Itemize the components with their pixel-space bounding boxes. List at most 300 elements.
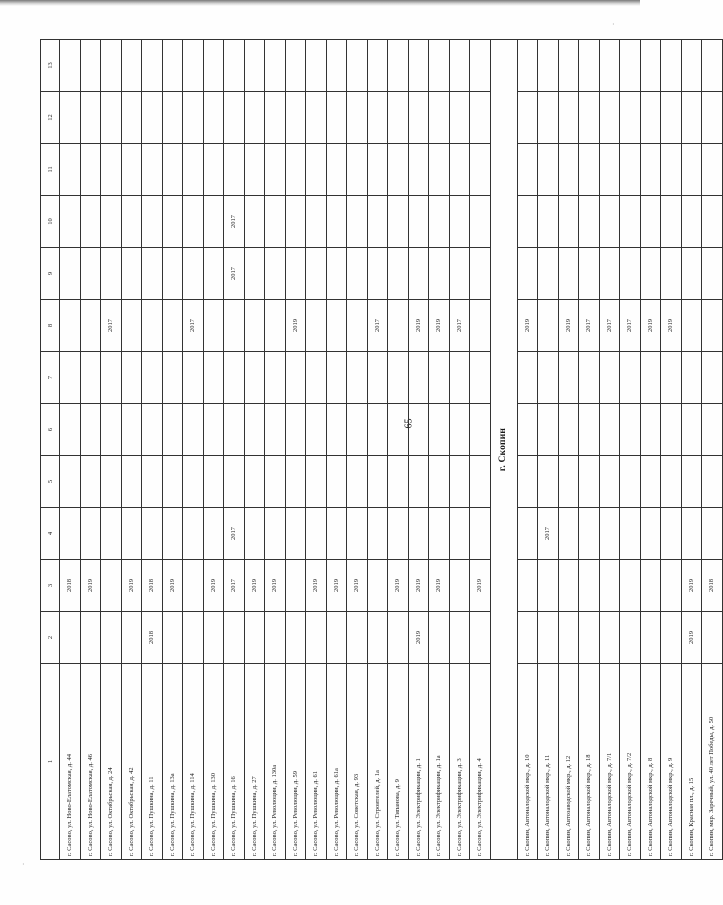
year-cell xyxy=(449,508,470,560)
year-cell xyxy=(224,404,245,456)
column-number-header: 12 xyxy=(41,92,60,144)
year-cell xyxy=(408,40,429,92)
year-cell xyxy=(265,144,286,196)
table-row xyxy=(449,40,470,860)
year-cell xyxy=(620,92,641,144)
year-cell xyxy=(101,144,122,196)
year-cell xyxy=(702,456,723,508)
year-cell xyxy=(620,456,641,508)
address-cell: г. Сасово, ул. Электрификации, д. 1а xyxy=(429,664,450,860)
year-cell xyxy=(599,404,620,456)
year-cell xyxy=(183,404,204,456)
year-cell xyxy=(620,612,641,664)
year-cell xyxy=(408,508,429,560)
column-number-header: 11 xyxy=(41,144,60,196)
address-cell: г. Скопин, Автоналодской мкр., д. 7/1 xyxy=(599,664,620,860)
table-row xyxy=(80,40,101,860)
year-cell xyxy=(640,144,661,196)
year-cell xyxy=(429,456,450,508)
address-cell: г. Сасово, ул. Электрификации, д. 4 xyxy=(470,664,491,860)
year-cell xyxy=(121,352,142,404)
year-cell xyxy=(244,456,265,508)
year-cell xyxy=(203,456,224,508)
year-cell: 2019 xyxy=(244,560,265,612)
year-cell xyxy=(388,300,409,352)
year-cell xyxy=(579,144,600,196)
year-cell xyxy=(80,144,101,196)
year-cell: 2017 xyxy=(224,560,245,612)
year-cell xyxy=(224,352,245,404)
year-cell xyxy=(558,92,579,144)
year-cell xyxy=(285,456,306,508)
year-cell xyxy=(101,196,122,248)
year-cell xyxy=(60,508,81,560)
year-cell xyxy=(60,456,81,508)
year-cell xyxy=(408,456,429,508)
year-cell xyxy=(347,456,368,508)
table-row xyxy=(142,40,163,860)
year-cell xyxy=(538,196,559,248)
year-cell xyxy=(265,352,286,404)
year-cell xyxy=(80,508,101,560)
year-cell xyxy=(347,144,368,196)
year-cell xyxy=(538,352,559,404)
year-cell xyxy=(265,456,286,508)
year-cell xyxy=(367,352,388,404)
address-cell: г. Сасово, ул. Революции, д. 130а xyxy=(265,664,286,860)
year-cell: 2019 xyxy=(558,300,579,352)
year-cell xyxy=(265,404,286,456)
year-cell xyxy=(579,456,600,508)
year-cell xyxy=(101,456,122,508)
year-cell xyxy=(517,352,538,404)
year-cell xyxy=(620,144,641,196)
year-cell xyxy=(579,560,600,612)
year-cell xyxy=(388,404,409,456)
year-cell xyxy=(579,248,600,300)
year-cell xyxy=(640,40,661,92)
year-cell xyxy=(470,456,491,508)
year-cell: 2019 xyxy=(265,560,286,612)
year-cell: 2017 xyxy=(224,248,245,300)
column-number-header: 8 xyxy=(41,300,60,352)
year-cell xyxy=(661,144,682,196)
year-cell xyxy=(661,352,682,404)
year-cell: 2017 xyxy=(224,508,245,560)
year-cell xyxy=(244,144,265,196)
year-cell xyxy=(449,352,470,404)
year-cell xyxy=(640,612,661,664)
year-cell xyxy=(326,300,347,352)
year-cell xyxy=(640,404,661,456)
year-cell xyxy=(579,612,600,664)
year-cell xyxy=(347,508,368,560)
year-cell xyxy=(661,508,682,560)
year-cell xyxy=(408,352,429,404)
year-cell xyxy=(388,92,409,144)
year-cell xyxy=(702,248,723,300)
year-cell xyxy=(306,196,327,248)
housing-repair-schedule-table xyxy=(40,39,723,860)
year-cell xyxy=(265,248,286,300)
year-cell: 2017 xyxy=(367,300,388,352)
year-cell xyxy=(579,40,600,92)
year-cell xyxy=(142,40,163,92)
year-cell xyxy=(244,40,265,92)
year-cell xyxy=(367,456,388,508)
table-row xyxy=(121,40,142,860)
year-cell xyxy=(121,40,142,92)
year-cell xyxy=(162,92,183,144)
year-cell xyxy=(60,404,81,456)
year-cell xyxy=(599,248,620,300)
year-cell: 2019 xyxy=(429,560,450,612)
year-cell xyxy=(579,508,600,560)
year-cell xyxy=(101,40,122,92)
address-cell: г. Сасово, ул. Революции, д. 59 xyxy=(285,664,306,860)
year-cell xyxy=(265,508,286,560)
column-number-header-row xyxy=(41,40,60,860)
year-cell: 2019 xyxy=(408,300,429,352)
year-cell xyxy=(306,612,327,664)
year-cell xyxy=(640,508,661,560)
table-row xyxy=(558,40,579,860)
year-cell xyxy=(429,352,450,404)
year-cell xyxy=(388,248,409,300)
address-cell: г. Скопин, Автоналодской мкр., д. 18 xyxy=(579,664,600,860)
year-cell xyxy=(661,248,682,300)
year-cell: 2018 xyxy=(142,560,163,612)
year-cell: 2019 xyxy=(162,560,183,612)
table-row xyxy=(579,40,600,860)
year-cell xyxy=(681,248,702,300)
year-cell xyxy=(538,40,559,92)
year-cell xyxy=(80,40,101,92)
year-cell xyxy=(367,196,388,248)
year-cell: 2019 xyxy=(80,560,101,612)
year-cell xyxy=(285,92,306,144)
year-cell xyxy=(183,352,204,404)
year-cell: 2019 xyxy=(661,300,682,352)
year-cell xyxy=(661,404,682,456)
year-cell xyxy=(142,456,163,508)
year-cell: 2018 xyxy=(60,560,81,612)
table-row xyxy=(326,40,347,860)
year-cell xyxy=(183,508,204,560)
year-cell xyxy=(620,404,641,456)
year-cell xyxy=(367,508,388,560)
year-cell: 2019 xyxy=(408,560,429,612)
year-cell xyxy=(265,612,286,664)
table-row xyxy=(347,40,368,860)
table-row xyxy=(620,40,641,860)
year-cell xyxy=(367,404,388,456)
year-cell xyxy=(244,300,265,352)
year-cell xyxy=(326,40,347,92)
year-cell xyxy=(558,196,579,248)
year-cell xyxy=(265,300,286,352)
column-number-header: 4 xyxy=(41,508,60,560)
year-cell xyxy=(306,92,327,144)
year-cell xyxy=(244,196,265,248)
year-cell xyxy=(60,144,81,196)
year-cell xyxy=(326,404,347,456)
year-cell xyxy=(80,300,101,352)
year-cell xyxy=(60,352,81,404)
year-cell xyxy=(388,612,409,664)
year-cell xyxy=(681,352,702,404)
column-number-header: 5 xyxy=(41,456,60,508)
table-row xyxy=(224,40,245,860)
year-cell xyxy=(599,352,620,404)
year-cell xyxy=(101,404,122,456)
scan-speck: · xyxy=(22,860,25,869)
year-cell xyxy=(326,92,347,144)
year-cell xyxy=(101,92,122,144)
year-cell xyxy=(470,248,491,300)
section-title: г. Скопин xyxy=(490,40,517,860)
address-cell: г. Сасово, ул. Электрификации, д. 1 xyxy=(408,664,429,860)
year-cell xyxy=(285,196,306,248)
year-cell xyxy=(408,144,429,196)
table-row xyxy=(285,40,306,860)
column-number-header: 1 xyxy=(41,664,60,860)
year-cell xyxy=(620,196,641,248)
year-cell: 2017 xyxy=(101,300,122,352)
table-row xyxy=(244,40,265,860)
year-cell xyxy=(449,612,470,664)
year-cell xyxy=(142,144,163,196)
year-cell: 2017 xyxy=(579,300,600,352)
year-cell xyxy=(306,248,327,300)
year-cell xyxy=(183,92,204,144)
year-cell xyxy=(449,456,470,508)
year-cell xyxy=(449,40,470,92)
year-cell: 2019 xyxy=(326,560,347,612)
year-cell xyxy=(162,612,183,664)
year-cell xyxy=(681,40,702,92)
address-cell: г. Сасово, ул. Электрификации, д. 3 xyxy=(449,664,470,860)
year-cell xyxy=(702,40,723,92)
year-cell xyxy=(388,40,409,92)
year-cell xyxy=(470,352,491,404)
year-cell xyxy=(101,560,122,612)
year-cell xyxy=(702,300,723,352)
year-cell xyxy=(470,508,491,560)
table-row xyxy=(681,40,702,860)
year-cell xyxy=(470,612,491,664)
address-cell: г. Скопин, мкр. Заречный, ул. 40 лет Победы, д. 50 xyxy=(702,664,723,860)
address-cell: г. Сасово, ул. Пушкина, д. 13а xyxy=(162,664,183,860)
year-cell xyxy=(702,508,723,560)
table-row xyxy=(162,40,183,860)
year-cell: 2019 xyxy=(306,560,327,612)
year-cell xyxy=(538,612,559,664)
year-cell xyxy=(408,248,429,300)
year-cell xyxy=(558,404,579,456)
address-cell: г. Скопин, Автоналодской мкр., д. 9 xyxy=(661,664,682,860)
year-cell xyxy=(60,300,81,352)
year-cell xyxy=(224,300,245,352)
year-cell xyxy=(449,144,470,196)
year-cell xyxy=(347,352,368,404)
year-cell xyxy=(142,248,163,300)
address-cell: г. Сасово, ул. Строителей, д. 1а xyxy=(367,664,388,860)
year-cell xyxy=(347,196,368,248)
year-cell xyxy=(224,40,245,92)
year-cell xyxy=(620,40,641,92)
year-cell xyxy=(388,352,409,404)
year-cell xyxy=(244,248,265,300)
year-cell xyxy=(640,196,661,248)
year-cell xyxy=(661,92,682,144)
year-cell xyxy=(558,612,579,664)
year-cell xyxy=(661,456,682,508)
year-cell xyxy=(449,560,470,612)
year-cell xyxy=(681,92,702,144)
year-cell xyxy=(326,456,347,508)
year-cell xyxy=(121,248,142,300)
year-cell xyxy=(326,248,347,300)
address-cell: г. Сасово, ул. Пушкина, д. 114 xyxy=(183,664,204,860)
year-cell: 2019 xyxy=(408,612,429,664)
year-cell xyxy=(661,196,682,248)
table-row xyxy=(60,40,81,860)
year-cell xyxy=(183,196,204,248)
year-cell xyxy=(367,40,388,92)
year-cell xyxy=(183,248,204,300)
year-cell xyxy=(285,612,306,664)
year-cell: 2018 xyxy=(142,612,163,664)
year-cell xyxy=(142,404,163,456)
year-cell xyxy=(429,248,450,300)
year-cell: 2019 xyxy=(347,560,368,612)
year-cell xyxy=(121,456,142,508)
year-cell xyxy=(347,612,368,664)
year-cell xyxy=(306,144,327,196)
year-cell xyxy=(388,508,409,560)
year-cell: 2019 xyxy=(470,560,491,612)
year-cell: 2019 xyxy=(640,300,661,352)
address-cell: г. Сасово, ул. Октябрьская, д. 24 xyxy=(101,664,122,860)
year-cell xyxy=(517,92,538,144)
address-cell: г. Сасово, ул. Октябрьская, д. 42 xyxy=(121,664,142,860)
year-cell xyxy=(388,144,409,196)
year-cell xyxy=(121,612,142,664)
year-cell xyxy=(162,248,183,300)
year-cell xyxy=(620,508,641,560)
year-cell xyxy=(203,196,224,248)
year-cell xyxy=(121,404,142,456)
year-cell: 2017 xyxy=(620,300,641,352)
year-cell xyxy=(121,144,142,196)
year-cell xyxy=(702,144,723,196)
year-cell xyxy=(162,404,183,456)
year-cell xyxy=(285,560,306,612)
year-cell xyxy=(162,508,183,560)
year-cell xyxy=(244,92,265,144)
year-cell xyxy=(183,612,204,664)
column-number-header: 2 xyxy=(41,612,60,664)
year-cell xyxy=(429,92,450,144)
year-cell xyxy=(203,612,224,664)
year-cell xyxy=(449,248,470,300)
year-cell xyxy=(470,92,491,144)
year-cell xyxy=(326,144,347,196)
year-cell xyxy=(517,196,538,248)
year-cell: 2017 xyxy=(224,196,245,248)
year-cell: 2017 xyxy=(538,508,559,560)
year-cell xyxy=(681,404,702,456)
year-cell xyxy=(142,196,163,248)
year-cell xyxy=(224,144,245,196)
year-cell: 2019 xyxy=(285,300,306,352)
year-cell xyxy=(203,92,224,144)
year-cell xyxy=(306,404,327,456)
year-cell xyxy=(517,612,538,664)
year-cell xyxy=(60,40,81,92)
year-cell xyxy=(367,248,388,300)
year-cell xyxy=(367,92,388,144)
year-cell xyxy=(599,560,620,612)
year-cell xyxy=(517,404,538,456)
year-cell xyxy=(429,404,450,456)
year-cell xyxy=(306,352,327,404)
year-cell xyxy=(80,248,101,300)
year-cell xyxy=(538,300,559,352)
table-row xyxy=(661,40,682,860)
year-cell xyxy=(517,248,538,300)
address-cell: г. Сасово, ул. Пушкина, д. 11 xyxy=(142,664,163,860)
year-cell xyxy=(640,248,661,300)
year-cell xyxy=(538,248,559,300)
year-cell xyxy=(203,144,224,196)
year-cell: 2017 xyxy=(183,300,204,352)
year-cell xyxy=(579,404,600,456)
year-cell xyxy=(347,404,368,456)
year-cell xyxy=(681,456,702,508)
year-cell xyxy=(162,40,183,92)
year-cell: 2019 xyxy=(203,560,224,612)
year-cell xyxy=(121,508,142,560)
year-cell xyxy=(429,196,450,248)
table-row xyxy=(538,40,559,860)
year-cell xyxy=(162,352,183,404)
year-cell xyxy=(80,352,101,404)
year-cell: 2018 xyxy=(702,560,723,612)
year-cell xyxy=(203,508,224,560)
year-cell xyxy=(599,92,620,144)
table-row xyxy=(517,40,538,860)
scan-speck: · xyxy=(612,20,615,29)
year-cell: 2019 xyxy=(429,300,450,352)
table-row xyxy=(203,40,224,860)
year-cell xyxy=(517,560,538,612)
table-row xyxy=(265,40,286,860)
table-row xyxy=(640,40,661,860)
year-cell xyxy=(517,508,538,560)
year-cell xyxy=(640,456,661,508)
year-cell xyxy=(285,508,306,560)
year-cell: 2019 xyxy=(681,612,702,664)
year-cell xyxy=(538,456,559,508)
year-cell xyxy=(367,560,388,612)
year-cell xyxy=(558,248,579,300)
year-cell xyxy=(558,560,579,612)
table-row xyxy=(470,40,491,860)
column-number-header: 3 xyxy=(41,560,60,612)
year-cell xyxy=(142,352,163,404)
